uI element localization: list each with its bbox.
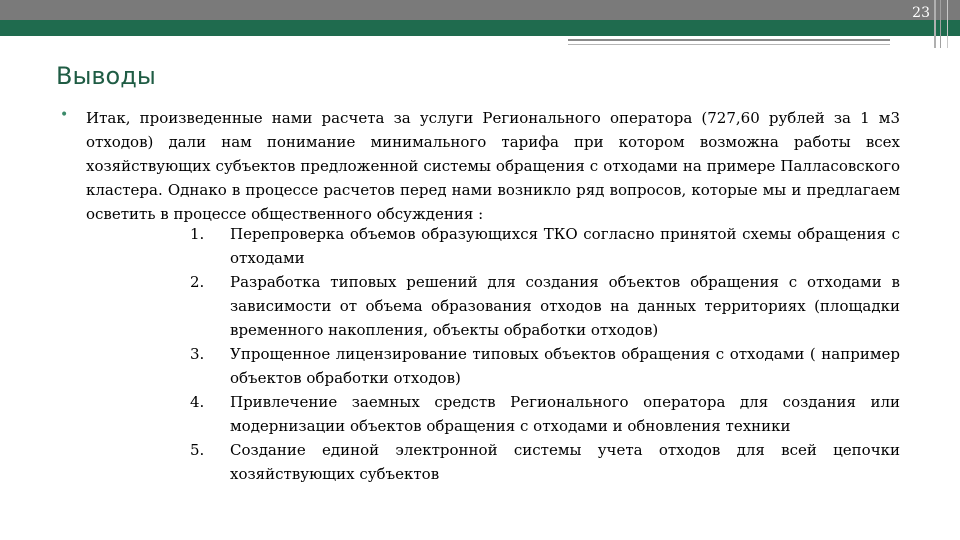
header-accent-line-thin xyxy=(568,44,890,45)
bullet-icon: • xyxy=(60,107,69,123)
list-item xyxy=(190,438,900,486)
slide-title: Выводы xyxy=(56,62,156,90)
list-item-text: Создание единой электронной системы учета отходов для всей цепочки хозяйствующих субъектов xyxy=(230,441,900,483)
list-item-number: 2. xyxy=(190,273,205,291)
list-item-text: Разработка типовых решений для создания объектов обращения с отходами в зависимости от объема образования отходов на данных территориях (площадки временного накопления, объекты обработки отходов) xyxy=(230,273,900,339)
list-item xyxy=(190,270,900,342)
list-item-text: Перепроверка объемов образующихся ТКО согласно принятой схемы обращения с отходами xyxy=(230,225,900,267)
list-item xyxy=(190,222,900,270)
list-item-number: 4. xyxy=(190,393,205,411)
header-vertical-line xyxy=(940,0,941,48)
questions-list xyxy=(190,222,900,486)
list-item-text: Привлечение заемных средств Регионального оператора для создания или модернизации объектов обращения с отходами и обновления техники xyxy=(230,393,900,435)
list-item-number: 1. xyxy=(190,225,205,243)
list-item xyxy=(190,390,900,438)
list-item xyxy=(190,342,900,390)
header-vertical-line xyxy=(934,0,936,48)
intro-paragraph: Итак, произведенные нами расчета за услуги Регионального оператора (727,60 рублей за 1 м3 отходов) дали нам понимание минимального тарифа при котором возможна работы всех хозяйствующих субъектов предложенной системы обращения с отходами на примере Палласовского кластера. Однако в процессе расчетов перед нами возникло ряд вопросов, которые мы и предлагаем осветить в процессе общественного обсуждения : xyxy=(86,109,900,223)
list-item-number: 5. xyxy=(190,441,205,459)
list-item-text: Упрощенное лицензирование типовых объектов обращения с отходами ( например объектов обработки отходов) xyxy=(230,345,900,387)
header-green-band xyxy=(0,20,960,36)
header-vertical-line xyxy=(947,0,948,48)
header-gray-band xyxy=(0,0,960,20)
list-item-number: 3. xyxy=(190,345,205,363)
header-accent-line xyxy=(568,39,890,41)
slide-number: 23 xyxy=(912,5,930,21)
